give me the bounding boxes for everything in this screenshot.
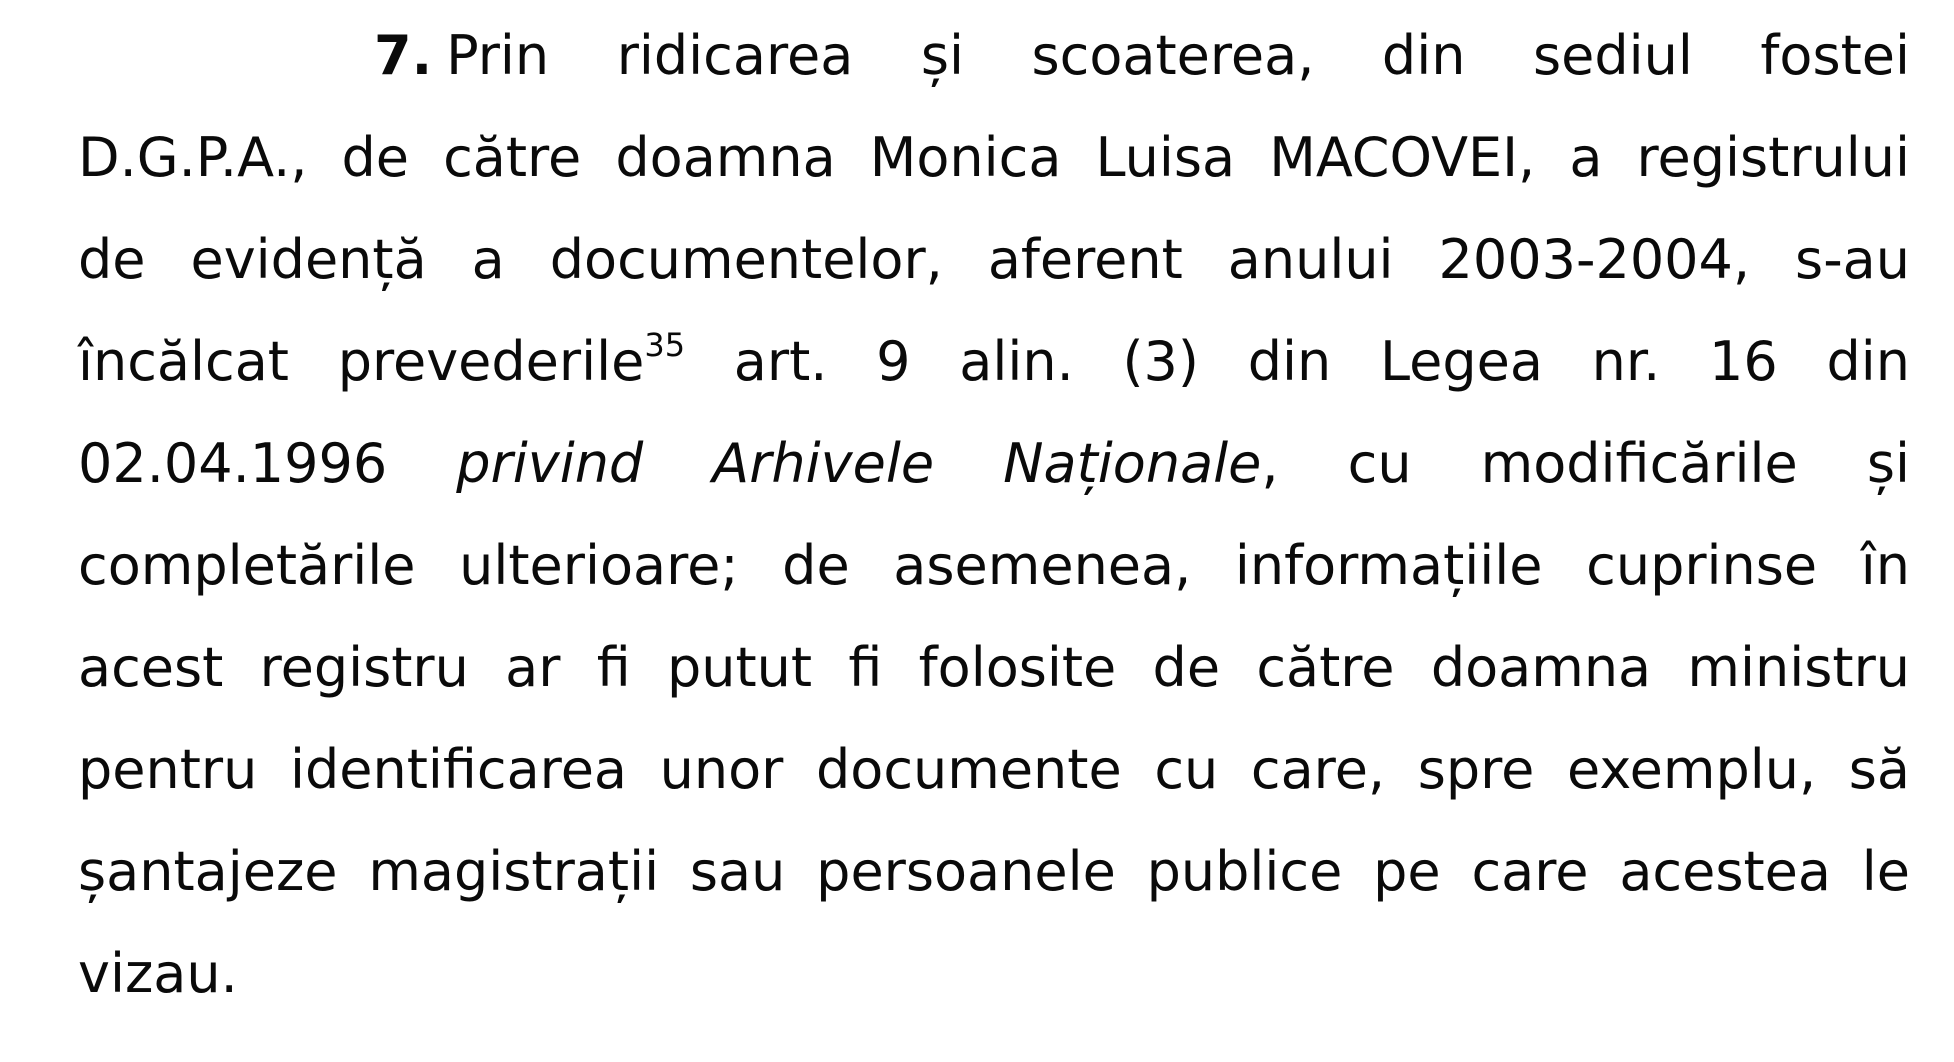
law-title-italic: privind Arhivele Naționale — [456, 432, 1262, 495]
paragraph-line-3: de evidență a documentelor, aferent anului 2003-2004, s-au — [78, 228, 1910, 291]
paragraph-line-10: vizau. — [78, 942, 238, 1005]
paragraph-line-2: D.G.P.A., de către doamna Monica Luisa MACOVEI, a registrului — [78, 126, 1910, 189]
line-4-text-after: art. 9 alin. (3) din Legea nr. 16 din — [685, 330, 1910, 393]
paragraph-line-1 — [374, 24, 1910, 88]
footnote-reference: 35 — [644, 326, 686, 364]
paragraph-line-7: acest registru ar fi putut fi folosite de către doamna ministru — [78, 636, 1910, 699]
paragraph-line-8: pentru identificarea unor documente cu care, spre exemplu, să — [78, 738, 1910, 801]
line-4-text-before: încălcat prevederile — [78, 330, 645, 393]
line-1-text: Prin ridicarea și scoaterea, din sediul fostei — [446, 24, 1910, 87]
line-5-text-after: , cu modificările și — [1261, 432, 1910, 495]
paragraph-line-9: șantajeze magistrații sau persoanele publice pe care acestea le — [78, 840, 1910, 903]
paragraph-line-4 — [78, 326, 1910, 394]
paragraph-line-5 — [78, 432, 1910, 496]
paragraph-line-6: completările ulterioare; de asemenea, informațiile cuprinse în — [78, 534, 1910, 597]
paragraph-number: 7. — [374, 24, 433, 87]
line-5-text-before: 02.04.1996 — [78, 432, 457, 495]
